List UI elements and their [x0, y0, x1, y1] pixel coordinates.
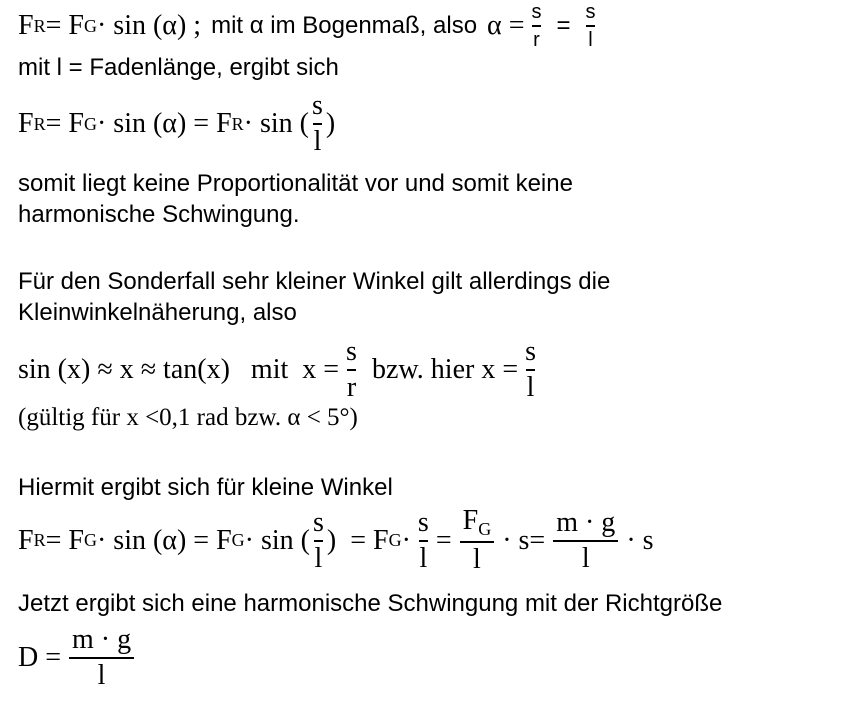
math: · sin (α) = F: [96, 108, 232, 139]
numerator: s: [417, 506, 429, 538]
fraction: [522, 338, 539, 402]
numerator: s: [346, 336, 357, 367]
numerator: s: [585, 1, 596, 23]
fraction: [529, 2, 545, 50]
denominator: r: [533, 29, 540, 51]
denominator: l: [588, 29, 593, 51]
formula-line-3: [18, 92, 335, 156]
math: · sin (: [243, 108, 309, 139]
math: · s=: [502, 524, 546, 556]
subscript: G: [83, 15, 97, 36]
math: F: [18, 524, 34, 556]
subscript: G: [83, 113, 97, 134]
denominator: l: [313, 126, 322, 157]
formula-line-1: [18, 2, 603, 50]
denominator: l: [419, 542, 428, 574]
math: · sin (: [244, 524, 310, 556]
math: = F: [45, 108, 84, 139]
math: · s: [626, 524, 654, 556]
text-line-12: Jetzt ergibt sich eine harmonische Schwingung mit der Richtgröße: [18, 590, 723, 617]
numerator: s: [312, 90, 323, 121]
fraction: [69, 626, 134, 690]
formula-line-13: [18, 626, 142, 690]
denominator: l: [581, 542, 590, 574]
fraction: [415, 506, 432, 574]
denominator: r: [346, 372, 357, 403]
text-line-10: Hiermit ergibt sich für kleine Winkel: [18, 474, 393, 501]
math: D =: [18, 642, 62, 673]
math: α =: [487, 10, 525, 41]
numerator: m · g: [556, 506, 616, 538]
subscript: G: [388, 530, 402, 550]
math: F: [462, 505, 479, 536]
subscript: R: [33, 113, 46, 134]
validity-note: (gültig für x <0,1 rad bzw. α < 5°): [18, 404, 358, 431]
fraction: [343, 338, 360, 402]
formula-line-8: [18, 338, 543, 402]
denominator: l: [314, 542, 323, 574]
numerator: s: [312, 506, 324, 538]
math: =: [556, 12, 571, 39]
numerator: s: [531, 1, 542, 23]
paragraph-2-line-1: Für den Sonderfall sehr kleiner Winkel gilt allerdings die: [18, 268, 611, 295]
math: ·: [401, 524, 411, 556]
denominator: l: [97, 660, 106, 691]
numerator: m · g: [72, 624, 132, 655]
math: = F: [45, 10, 84, 41]
subscript: G: [83, 530, 97, 550]
subscript: R: [33, 15, 46, 36]
subscript: G: [478, 519, 492, 539]
paragraph-2-line-2: Kleinwinkelnäherung, also: [18, 299, 297, 326]
fraction: [583, 2, 599, 50]
subscript: G: [231, 530, 245, 550]
fraction: [553, 506, 618, 574]
fraction: [310, 506, 327, 574]
text: mit α im Bogenmaß, also: [211, 12, 478, 39]
text-line-2: mit l = Fadenlänge, ergibt sich: [18, 54, 339, 81]
subscript: R: [33, 530, 46, 550]
math: · sin (α) ;: [96, 10, 202, 41]
math: ) = F: [326, 524, 389, 556]
math: F: [18, 10, 34, 41]
math: F: [18, 108, 34, 139]
numerator: [460, 507, 495, 538]
paragraph-1-line-2: harmonische Schwingung.: [18, 201, 300, 228]
math: ): [325, 108, 336, 139]
math: =: [435, 524, 452, 556]
fraction: [460, 507, 495, 574]
numerator: s: [525, 336, 537, 367]
denominator: l: [473, 544, 481, 575]
math: = F: [45, 524, 84, 556]
denominator: l: [526, 372, 535, 403]
fraction: [309, 92, 326, 156]
formula-line-11: [18, 507, 654, 574]
math: sin (x) ≈ x ≈ tan(x) mit x =: [18, 354, 340, 385]
paragraph-1-line-1: somit liegt keine Proportionalität vor und somit keine: [18, 170, 573, 197]
math: bzw. hier x =: [371, 354, 519, 385]
math: · sin (α) = F: [96, 524, 232, 556]
subscript: R: [231, 113, 244, 134]
